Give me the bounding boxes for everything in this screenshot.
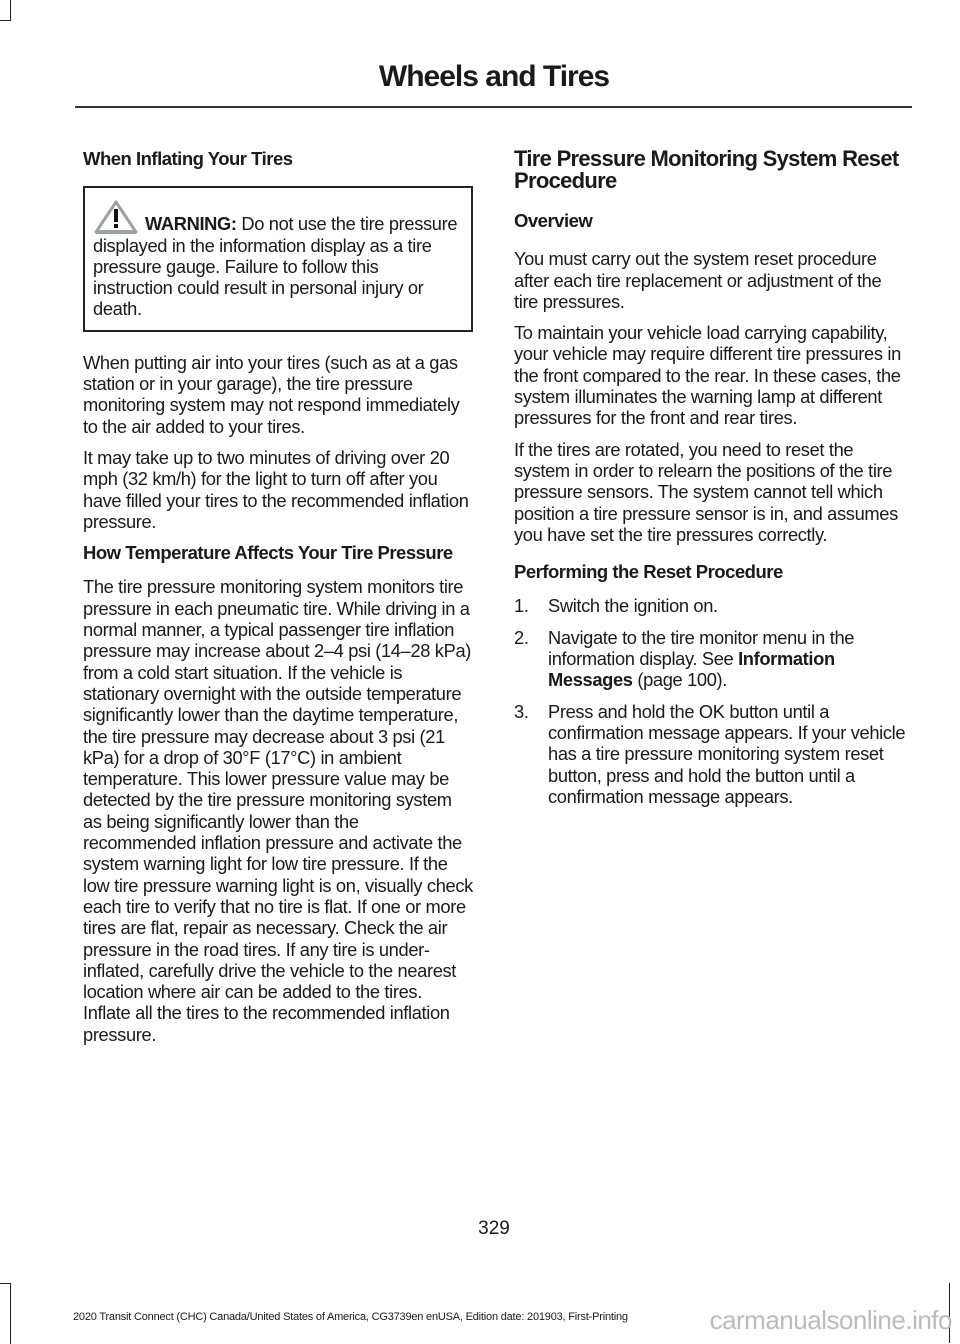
paragraph: You must carry out the system reset procedure after each tire replacement or adjustment of the tire pressures. xyxy=(514,248,882,312)
right-column xyxy=(514,148,906,817)
paragraph: When putting air into your tires (such as at a gas station or in your garage), the tire pressure monitoring system may not respond immediately to the air added to your tires. xyxy=(83,351,460,437)
step-number: 2. xyxy=(514,626,529,648)
list-item xyxy=(514,595,906,616)
step-number: 3. xyxy=(514,700,529,722)
crop-mark-top-left xyxy=(0,0,11,21)
page-title: Wheels and Tires xyxy=(378,60,610,93)
list-item xyxy=(514,627,906,691)
section-heading: When Inflating Your Tires xyxy=(83,148,293,169)
section-heading: How Temperature Affects Your Tire Pressure xyxy=(83,542,453,564)
steps-list xyxy=(514,595,906,807)
crop-mark-bottom-left xyxy=(0,1283,11,1344)
subsection-heading: Performing the Reset Procedure xyxy=(514,561,783,583)
warning-label: WARNING: xyxy=(145,213,237,235)
section-title: Tire Pressure Monitoring System Reset Procedure xyxy=(514,146,899,193)
list-item xyxy=(514,701,906,807)
header-divider xyxy=(75,106,912,108)
step-number: 1. xyxy=(514,595,529,617)
step-text: Switch the ignition on. xyxy=(548,595,718,617)
paragraph: To maintain your vehicle load carrying capability, your vehicle may require different tire pressures in the front compared to the rear. In these cases, the system illuminates the warning lamp at different pressures for the front and rear tires. xyxy=(514,322,901,429)
paragraph: It may take up to two minutes of driving over 20 mph (32 km/h) for the light to turn off after you have filled your tires to the recommended inflation pressure. xyxy=(83,446,469,532)
page-reference: (page 100). xyxy=(632,669,727,691)
cross-reference-link[interactable]: Information Messages xyxy=(548,648,835,691)
warning-box xyxy=(83,186,473,331)
warning-text: Do not use the tire pressure displayed in the information display as a tire pressure gauge. Failure to follow this instruction could result in personal injury or death. xyxy=(93,213,458,320)
subsection-heading: Overview xyxy=(514,210,593,231)
watermark: carmanualsonline.info xyxy=(709,1305,952,1335)
step-text: Press and hold the OK button until a confirmation message appears. If your vehicle has a tire pressure monitoring system reset button, press and hold the button until a confirmation message appears. xyxy=(548,700,906,807)
paragraph: The tire pressure monitoring system monitors tire pressure in each pneumatic tire. While driving in a normal manner, a typical passenger tire inflation pressure may increase about 2–4 psi (14–28 kPa) from a cold start situation. If the vehicle is stationary overnight with the outside temperature significantly lower than the daytime temperature, the tire pressure may decrease about 3 psi (21 kPa) for a drop of 30°F (17°C) in ambient temperature. This lower pressure value may be detected by the tire pressure monitoring system as being significantly lower than the recommended inflation pressure and activate the system warning light for low tire pressure. If the low tire pressure warning light is on, visually check each tire to verify that no tire is flat. If one or more tires are flat, repair as necessary. Check the air pressure in the road tires. If any tire is under-inflated, carefully drive the vehicle to the nearest location where air can be added to the tires. Inflate all the tires to the recommended inflation pressure. xyxy=(83,576,473,1045)
warning-triangle-icon xyxy=(93,200,139,234)
step-text: Navigate to the tire monitor menu in the information display. See xyxy=(548,626,855,670)
page-number: 329 xyxy=(478,1218,510,1239)
edition-footer: 2020 Transit Connect (CHC) Canada/United States of America, CG3739en enUSA, Edition date: 201903, First-Printing xyxy=(73,1311,628,1323)
paragraph: If the tires are rotated, you need to reset the system in order to relearn the positions of the tire pressure sensors. The system cannot tell which position a tire pressure sensor is in, and assumes you have set the tire pressures correctly. xyxy=(514,438,898,545)
left-column xyxy=(83,148,473,1055)
